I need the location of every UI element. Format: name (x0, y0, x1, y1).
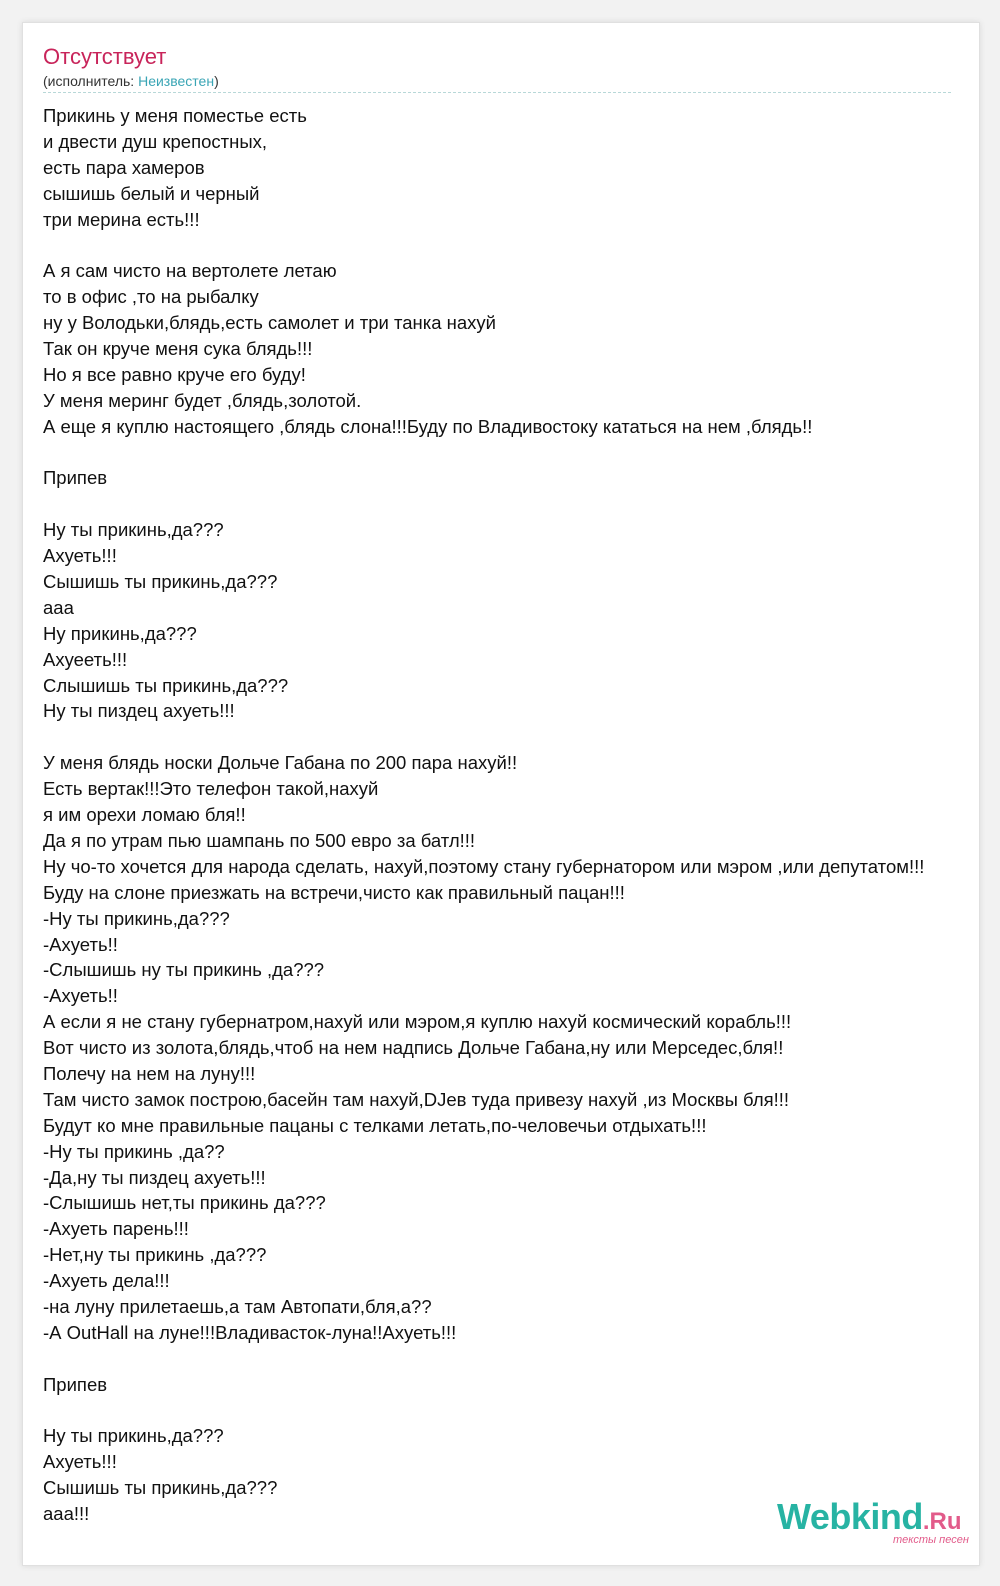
lyric-line: Ахуееть!!! (43, 648, 128, 670)
lyric-line: Будут ко мне правильные пацаны с телками летать,по-человечьи отдыхать!!! (43, 1114, 707, 1136)
logo-tagline: тексты песен (893, 1534, 969, 1546)
lyric-line: -Ахуеть дела!!! (43, 1270, 170, 1292)
lyric-line: Есть вертак!!!Это телефон такой,нахуй (43, 778, 379, 800)
lyric-line: -А OutHall на луне!!!Владиваcток-луна!!Ахуеть!!! (43, 1321, 457, 1343)
artist-link[interactable]: Неизвестен (138, 73, 215, 89)
lyric-line: Так он круче меня сука блядь!!! (43, 338, 313, 360)
lyric-line: Вот чисто из золота,блядь,чтоб на нем надпись Дольче Габана,ну или Мерседес,бля!! (43, 1037, 784, 1059)
lyric-line: Да я по утрам пью шампань по 500 евро за батл!!! (43, 829, 476, 851)
lyric-line: Ахуеть!!! (43, 1451, 117, 1473)
lyrics-card (22, 22, 980, 1566)
lyric-blank-line (43, 724, 980, 750)
lyric-line: Сышишь ты прикинь,да??? (43, 1477, 278, 1499)
lyrics-text (43, 103, 980, 1527)
lyric-line: ааа (43, 596, 74, 618)
lyric-line: У меня меринг будет ,блядь,золотой. (43, 389, 362, 411)
lyric-line: Ну прикинь,да??? (43, 622, 197, 644)
lyric-line: Ахуеть!!! (43, 545, 117, 567)
lyric-line: -на луну прилетаешь,а там Автопати,бля,а?? (43, 1295, 432, 1317)
lyric-line: есть пара хамеров (43, 156, 205, 178)
lyric-line: Припев (43, 1373, 108, 1395)
lyric-line: -Слышишь ну ты прикинь ,да??? (43, 959, 325, 981)
lyric-blank-line (43, 1398, 980, 1424)
lyric-line: А еще я куплю настоящего ,блядь слона!!!Буду по Владивостоку кататься на нем ,блядь!! (43, 415, 813, 437)
lyric-line: ааа!!! (43, 1503, 90, 1525)
song-title: Отсутствует (43, 44, 167, 69)
lyric-line: А я сам чисто на вертолете летаю (43, 260, 337, 282)
lyric-line: А если я не стану губернатром,нахуй или мэром,я куплю нахуй космический корабль!!! (43, 1011, 792, 1033)
logo-name: Webkind (777, 1496, 923, 1537)
lyric-line: Сышишь ты прикинь,да??? (43, 571, 278, 593)
lyric-line: и двести душ крепостных, (43, 130, 268, 152)
lyric-line: Прикинь у меня поместье есть (43, 105, 307, 126)
lyric-line: Там чисто замок построю,басейн там нахуй,DJeв туда привезу нахуй ,из Москвы бля!!! (43, 1088, 790, 1110)
lyric-line: три мерина есть!!! (43, 208, 200, 230)
lyric-line: -Ахуеть!! (43, 985, 118, 1007)
lyric-line: У меня блядь носки Дольче Габана по 200 пара нахуй!! (43, 752, 518, 774)
lyric-line: -Нет,ну ты прикинь ,да??? (43, 1244, 267, 1266)
artist-line (43, 72, 219, 90)
lyric-blank-line (43, 440, 980, 466)
logo-tld: .Ru (922, 1508, 962, 1535)
lyric-blank-line (43, 232, 980, 258)
lyric-line: -Ну ты прикинь,да??? (43, 907, 230, 929)
site-logo[interactable] (777, 1497, 977, 1547)
lyric-line: сышишь белый и черный (43, 182, 260, 204)
lyric-line: Ну ты пиздец ахуеть!!! (43, 700, 235, 722)
lyric-line: Припев (43, 467, 108, 489)
lyric-line: Полечу на нем на луну!!! (43, 1062, 256, 1084)
lyric-line: -Ахуеть!! (43, 933, 118, 955)
lyric-line: ну у Володьки,блядь,есть самолет и три танка нахуй (43, 312, 497, 334)
lyric-line: Ну чо-то хочется для народа сделать, нахуй,поэтому стану губернатором или мэром ,или депутатом!!! (43, 855, 925, 877)
lyric-line: -Да,ну ты пиздец ахуеть!!! (43, 1166, 266, 1188)
lyric-line: Ну ты прикинь,да??? (43, 519, 224, 541)
title-divider (43, 92, 951, 93)
lyric-line: то в офис ,то на рыбалку (43, 286, 259, 308)
lyric-blank-line (43, 491, 980, 517)
artist-prefix: (исполнитель: (43, 73, 139, 89)
lyric-line: Ну ты прикинь,да??? (43, 1425, 224, 1447)
lyric-line: Слышишь ты прикинь,да??? (43, 674, 289, 696)
artist-suffix: ) (214, 73, 219, 89)
lyric-line: Но я все равно круче его буду! (43, 363, 306, 385)
lyric-line: -Ахуеть парень!!! (43, 1218, 189, 1240)
lyric-line: -Ну ты прикинь ,да?? (43, 1140, 225, 1162)
lyric-line: я им орехи ломаю бля!! (43, 804, 246, 826)
lyric-line: Буду на слоне приезжать на встречи,чисто как правильный пацан!!! (43, 881, 625, 903)
lyric-line: -Слышишь нет,ты прикинь да??? (43, 1192, 326, 1214)
lyric-blank-line (43, 1346, 980, 1372)
